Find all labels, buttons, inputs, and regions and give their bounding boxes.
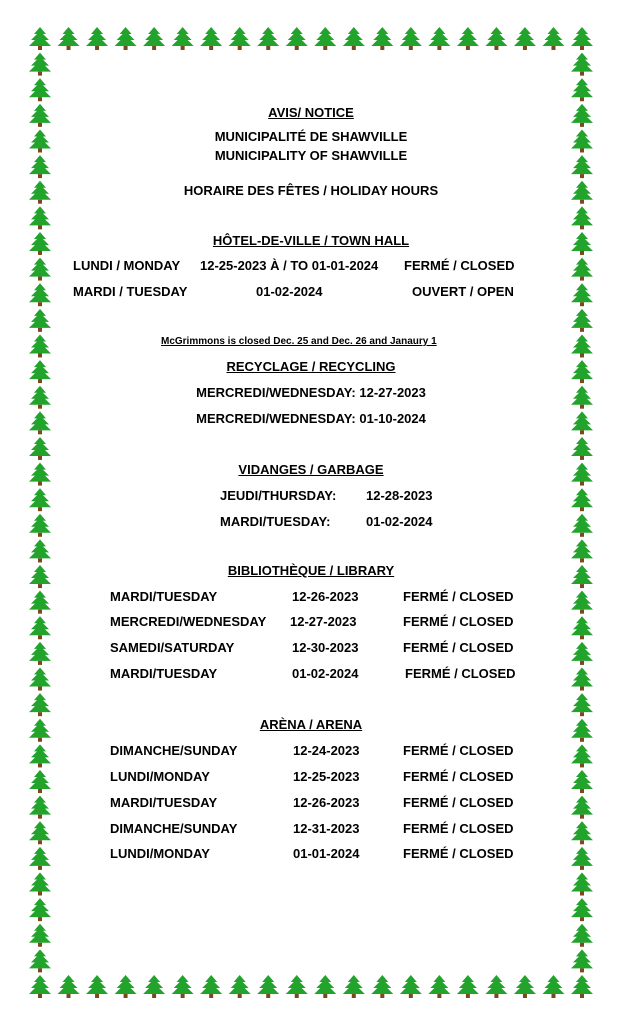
arena-row-status: FERMÉ / CLOSED	[403, 795, 514, 810]
arena-row-day: LUNDI/MONDAY	[110, 769, 210, 784]
garbage-row-date: 01-02-2024	[366, 514, 433, 529]
mcgrimmons-note: McGrimmons is closed Dec. 25 and Dec. 26 and Janaury 1	[161, 336, 437, 347]
garbage-title: VIDANGES / GARBAGE	[238, 462, 384, 477]
arena-row-date: 01-01-2024	[293, 846, 360, 861]
town-hall-title: HÔTEL-DE-VILLE / TOWN HALL	[212, 233, 410, 248]
library-row-day: MARDI/TUESDAY	[110, 666, 218, 681]
library-row-date: 12-26-2023	[292, 589, 359, 604]
arena-row-day: DIMANCHE/SUNDAY	[110, 821, 238, 836]
town-hall-row1-day: LUNDI / MONDAY	[73, 258, 181, 273]
arena-row-day: LUNDI/MONDAY	[110, 846, 210, 861]
library-row-day: MARDI/TUESDAY	[110, 589, 218, 604]
library-row-status: FERMÉ / CLOSED	[403, 640, 514, 655]
arena-row-status: FERMÉ / CLOSED	[403, 743, 514, 758]
library-row-date: 12-30-2023	[292, 640, 359, 655]
library-title: BIBLIOTHÈQUE / LIBRARY	[227, 563, 395, 578]
library-row-day: SAMEDI/SATURDAY	[110, 640, 235, 655]
town-hall-row2-day: MARDI / TUESDAY	[73, 284, 188, 299]
arena-row-date: 12-24-2023	[293, 743, 360, 758]
town-hall-row2-date: 01-02-2024	[256, 284, 323, 299]
notice-heading: AVIS/ NOTICE	[268, 105, 354, 120]
arena-title: ARÈNA / ARENA	[259, 717, 363, 732]
town-hall-row2-status: OUVERT / OPEN	[412, 284, 514, 299]
holiday-hours-subtitle: HORAIRE DES FÊTES / HOLIDAY HOURS	[183, 183, 439, 198]
library-row-status: FERMÉ / CLOSED	[403, 589, 514, 604]
municipality-en: MUNICIPALITY OF SHAWVILLE	[214, 148, 408, 163]
recycling-line: MERCREDI/WEDNESDAY: 01-10-2024	[196, 411, 426, 426]
recycling-title: RECYCLAGE / RECYCLING	[226, 359, 396, 374]
library-row-status: FERMÉ / CLOSED	[403, 614, 514, 629]
library-row-date: 01-02-2024	[292, 666, 359, 681]
arena-row-status: FERMÉ / CLOSED	[403, 769, 514, 784]
arena-row-date: 12-31-2023	[293, 821, 360, 836]
garbage-row-day: JEUDI/THURSDAY:	[220, 488, 337, 503]
town-hall-row1-status: FERMÉ / CLOSED	[404, 258, 515, 273]
garbage-row-day: MARDI/TUESDAY:	[220, 514, 331, 529]
arena-row-date: 12-25-2023	[293, 769, 360, 784]
arena-row-day: DIMANCHE/SUNDAY	[110, 743, 238, 758]
library-row-date: 12-27-2023	[290, 614, 357, 629]
arena-row-date: 12-26-2023	[293, 795, 360, 810]
town-hall-row1-range: 12-25-2023 À / TO 01-01-2024	[200, 258, 379, 273]
arena-row-status: FERMÉ / CLOSED	[403, 821, 514, 836]
arena-row-status: FERMÉ / CLOSED	[403, 846, 514, 861]
arena-row-day: MARDI/TUESDAY	[110, 795, 218, 810]
library-row-day: MERCREDI/WEDNESDAY	[110, 614, 267, 629]
garbage-row-date: 12-28-2023	[366, 488, 433, 503]
recycling-line: MERCREDI/WEDNESDAY: 12-27-2023	[196, 385, 426, 400]
library-row-status: FERMÉ / CLOSED	[405, 666, 516, 681]
municipality-fr: MUNICIPALITÉ DE SHAWVILLE	[214, 129, 408, 144]
